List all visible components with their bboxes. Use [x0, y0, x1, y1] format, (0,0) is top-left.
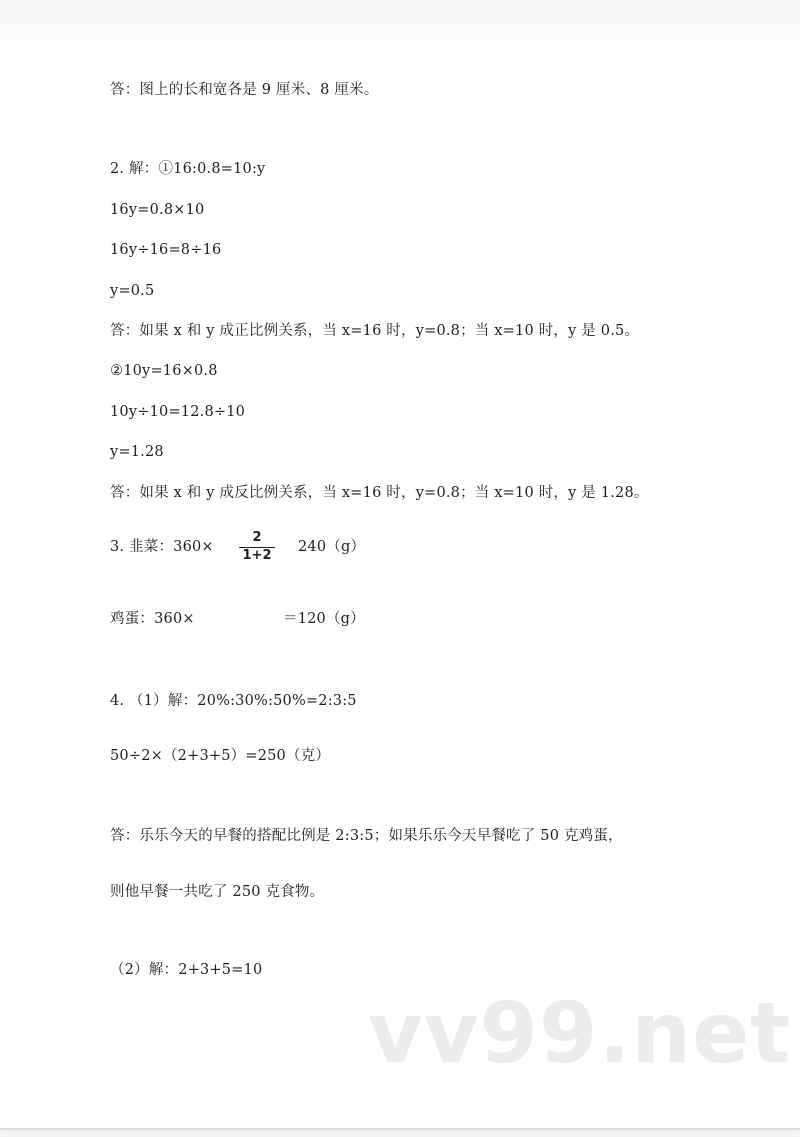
answer-breakfast-ratio: 答：乐乐今天的早餐的搭配比例是 2:3:5；如果乐乐今天早餐吃了 50 克鸡蛋， [110, 828, 623, 844]
problem-2-step-2: 16y÷16=8÷16 [110, 242, 222, 258]
page-top-shade [0, 0, 800, 60]
problem-2-result-2: y=1.28 [110, 444, 164, 460]
problem-2-part-1-header: 2. 解：①16:0.8=10:y [110, 161, 266, 177]
problem-4-part-2-header: （2）解：2+3+5=10 [110, 962, 263, 978]
fraction-denominator: 1+2 [242, 548, 272, 563]
problem-2-part-2-header: ②10y=16×0.8 [110, 363, 218, 379]
site-watermark: vv99.net [368, 984, 792, 1082]
answer-inverse-proportion: 答：如果 x 和 y 成反比例关系，当 x=16 时，y=0.8；当 x=10 时，y 是 1.28。 [110, 485, 649, 501]
fraction-two-thirds [237, 531, 277, 563]
problem-2-step-1: 16y=0.8×10 [110, 202, 205, 218]
problem-4-step-1: 50÷2×（2+3+5）=250（克） [110, 748, 331, 764]
problem-2-step-3: 10y÷10=12.8÷10 [110, 404, 246, 420]
problem-3-egg-label: 鸡蛋：360× [110, 611, 195, 627]
problem-3-egg-result: ＝120（g） [283, 611, 365, 627]
problem-3-leek-label: 3. 韭菜：360× [110, 539, 214, 555]
problem-3-leek-result: 240（g） [298, 539, 366, 555]
answer-breakfast-total: 则他早餐一共吃了 250 克食物。 [110, 884, 325, 900]
answer-map-dimensions: 答：图上的长和宽各是 9 厘米、8 厘米。 [110, 82, 379, 98]
problem-4-part-1-header: 4. （1）解：20%:30%:50%=2:3:5 [110, 693, 357, 709]
fraction-numerator: 2 [252, 530, 262, 545]
problem-2-result-1: y=0.5 [110, 283, 155, 299]
answer-direct-proportion: 答：如果 x 和 y 成正比例关系，当 x=16 时，y=0.8；当 x=10 时，y 是 0.5。 [110, 323, 640, 339]
